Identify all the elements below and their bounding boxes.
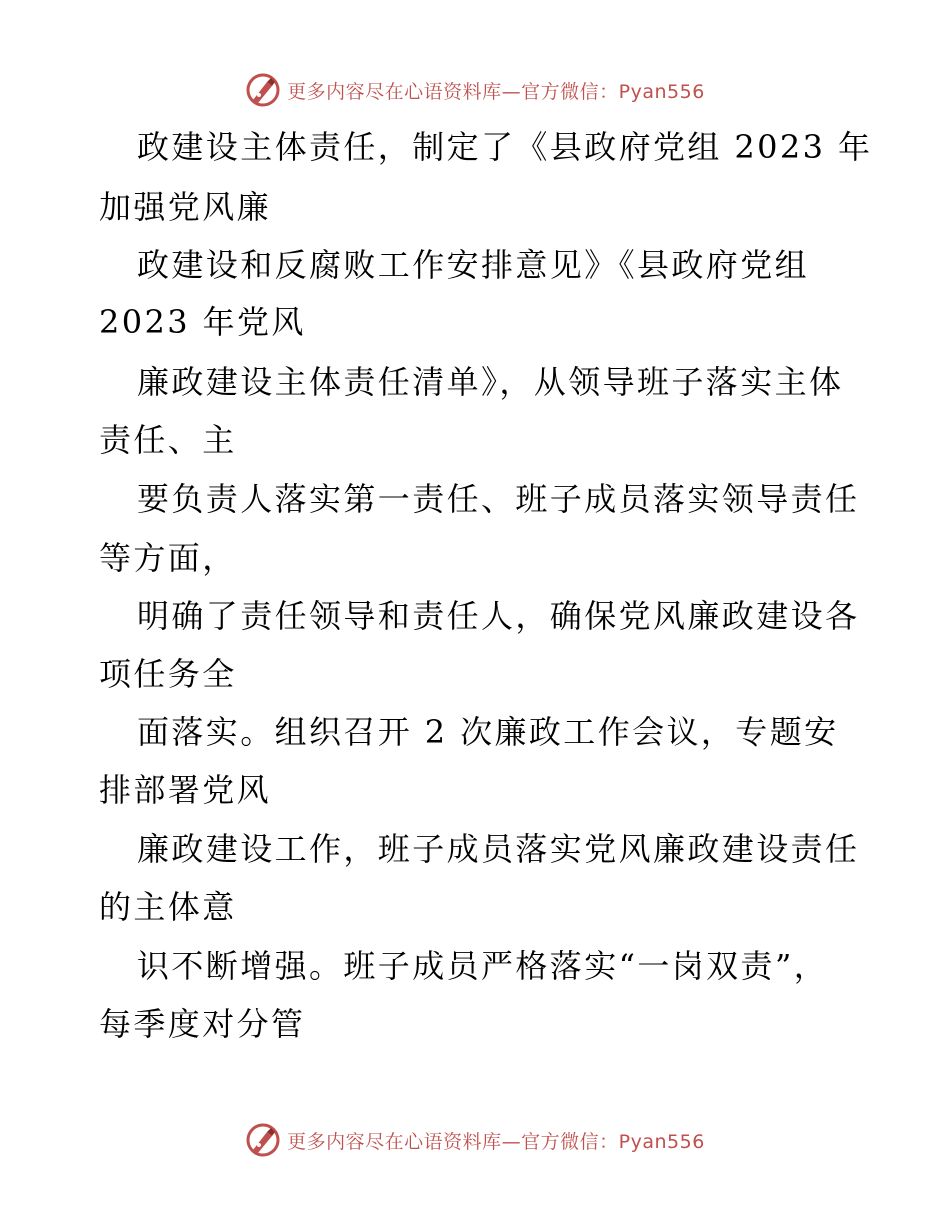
body-line: 政建设和反腐败工作安排意见》《县政府党组	[137, 246, 810, 284]
body-line: 项任务全	[99, 655, 237, 693]
watermark-text: 更多内容尽在心语资料库—官方微信：Pyan556	[287, 1130, 705, 1153]
body-line: 要负责人落实第一责任、班子成员落实领导责任	[137, 480, 860, 518]
footer-watermark	[0, 1120, 950, 1160]
body-line: 2023 年党风	[99, 303, 306, 341]
body-line: 等方面，	[99, 539, 237, 577]
body-line: 廉政建设主体责任清单》，从领导班子落实主体	[137, 363, 844, 401]
watermark-text: 更多内容尽在心语资料库—官方微信：Pyan556	[287, 80, 705, 103]
header-watermark	[0, 70, 950, 110]
body-line: 的主体意	[99, 888, 237, 926]
body-line: 排部署党风	[99, 771, 272, 809]
body-line: 责任、主	[99, 421, 237, 459]
body-line: 加强党风廉	[99, 188, 272, 226]
body-line: 面落实。组织召开 2 次廉政工作会议，专题安	[137, 713, 839, 751]
pen-logo-icon	[245, 72, 281, 108]
pen-logo-icon	[245, 1122, 281, 1158]
body-line: 明确了责任领导和责任人，确保党风廉政建设各	[137, 597, 860, 635]
body-line: 廉政建设工作，班子成员落实党风廉政建设责任	[137, 830, 860, 868]
body-line: 政建设主体责任，制定了《县政府党组 2023 年	[137, 128, 873, 166]
body-line: 每季度对分管	[99, 1005, 306, 1043]
body-line: 识不断增强。班子成员严格落实“一岗双责”，	[137, 947, 829, 985]
